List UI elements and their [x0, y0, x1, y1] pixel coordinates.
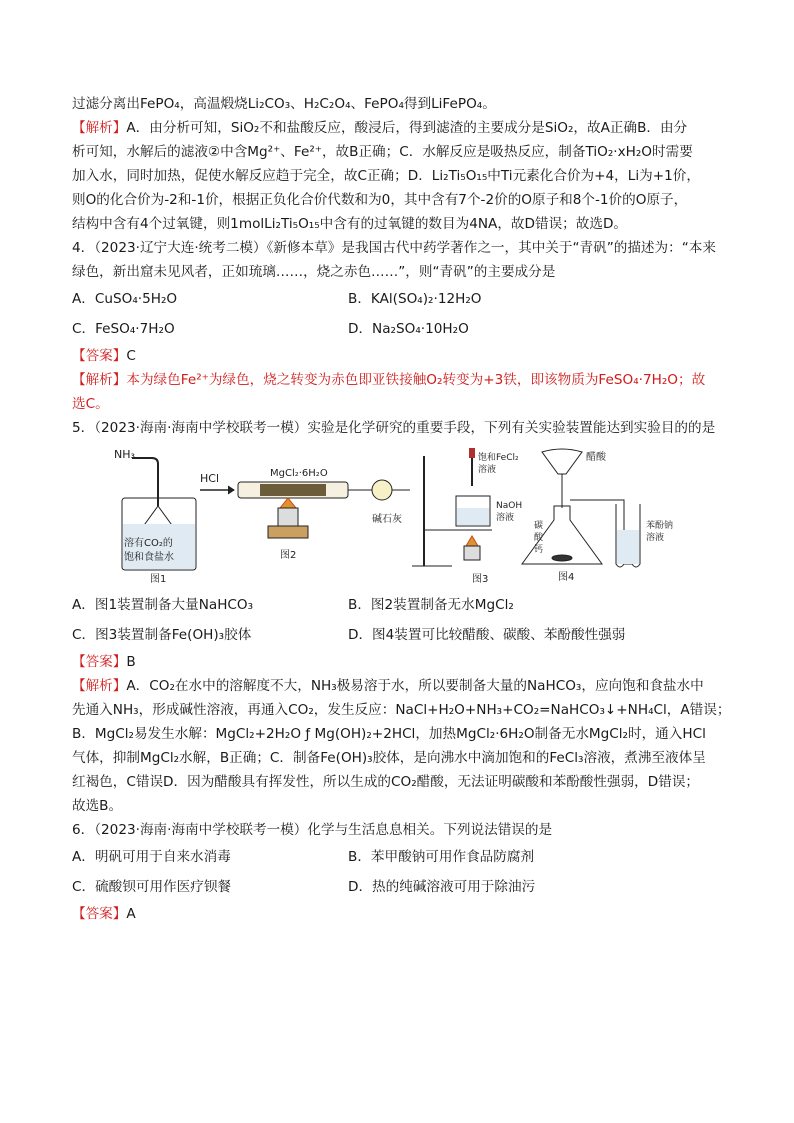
text-line: B．MgCl₂易发生水解：MgCl₂+2H₂O ƒ Mg(OH)₂+2HCl，加热MgCl₂·6H₂O制备无水MgCl₂时，通入HCl	[72, 726, 706, 742]
figure-3-caption: 图3	[472, 574, 489, 585]
calcium-carbonate-label: 碳	[534, 521, 544, 531]
document-page	[72, 92, 731, 926]
answer-line	[72, 650, 724, 674]
answer-value: A	[126, 906, 136, 922]
option-a: A．明矾可用于自来水消毒	[72, 849, 231, 865]
figure-4	[522, 449, 673, 583]
acetic-acid-label: 醋酸	[586, 452, 606, 463]
text-line: 结构中含有4个过氧键，则1molLi₂Ti₅O₁₅中含有的过氧键的数目为4NA，故D错误；故选D。	[72, 216, 628, 232]
answer-tag: 【答案】	[72, 654, 127, 670]
answer-line	[72, 902, 724, 926]
analysis-tag: 【解析】	[72, 678, 127, 694]
option-d: D．图4装置可比较醋酸、碳酸、苯酚酸性强弱	[348, 627, 626, 643]
question-6-options	[72, 842, 724, 872]
option-a: A．CuSO₄·5H₂O	[72, 291, 178, 307]
answer-value: C	[126, 348, 136, 364]
co2-solution-label: 溶有CO₂的	[124, 538, 173, 549]
sodium-phenoxide-label: 溶液	[646, 533, 665, 543]
text-line: 先通入NH₃，形成碱性溶液，再通入CO₂，发生反应：NaCl+H₂O+NH₃+CO₂=NaHCO₃↓+NH₄Cl，A错误；	[72, 702, 731, 718]
figure-1-caption: 图1	[150, 574, 167, 585]
nh3-label: NH₃	[114, 448, 135, 461]
figure-3	[412, 448, 522, 585]
naoh-label: 溶液	[496, 513, 515, 523]
question-6-stem: 6．（2023·海南·海南中学校联考一模）化学与生活息息相关。下列说法错误的是	[72, 822, 553, 838]
question-4-stem: 绿色，新出窟未见风者，正如琉璃……，烧之赤色……”，则“青矾”的主要成分是	[72, 264, 556, 280]
option-b: B．图2装置制备无水MgCl₂	[348, 597, 514, 613]
analysis-tag: 【解析】	[72, 372, 127, 388]
apparatus-diagram	[72, 446, 724, 586]
text-line: 析可知，水解后的滤液②中含Mg²⁺、Fe²⁺，故B正确；C．水解反应是吸热反应，制备TiO₂·xH₂O时需要	[72, 144, 693, 160]
figure-2-caption: 图2	[280, 550, 297, 561]
text-line: 红褐色，C错误D．因为醋酸具有挥发性，所以生成的CO₂醋酸，无法证明碳酸和苯酚酸性强弱，D错误；	[72, 774, 700, 790]
analysis-text: A．由分析可知，SiO₂不和盐酸反应，酸浸后，得到滤渣的主要成分是SiO₂，故A正确B．由分	[126, 120, 688, 136]
answer-tag: 【答案】	[72, 906, 127, 922]
answer-value: B	[126, 654, 136, 670]
fecl2-label: 饱和FeCl₂	[478, 453, 519, 463]
analysis-line	[72, 368, 724, 392]
analysis-text: 本为绿色Fe²⁺为绿色，烧之转变为赤色即亚铁接触O₂转变为+3铁，即该物质为FeSO₄·7H₂O；故	[126, 372, 706, 388]
option-c: C．硫酸钡可用作医疗钡餐	[72, 879, 232, 895]
option-c: C．图3装置制备Fe(OH)₃胶体	[72, 627, 252, 643]
analysis-text: 选C。	[72, 396, 109, 412]
option-b: B．苯甲酸钠可用作食品防腐剂	[348, 849, 535, 865]
naoh-label: NaOH	[496, 501, 523, 511]
apparatus-figures	[72, 446, 724, 586]
text-line: 故选B。	[72, 798, 123, 814]
question-6-options	[72, 872, 724, 902]
question-4-options	[72, 314, 724, 344]
figure-1	[114, 448, 196, 585]
option-c: C．FeSO₄·7H₂O	[72, 321, 175, 337]
option-d: D．Na₂SO₄·10H₂O	[348, 321, 469, 337]
option-b: B．KAl(SO₄)₂·12H₂O	[348, 291, 482, 307]
text-line: 加入水，同时加热，促使水解反应趋于完全，故C正确；D．Li₂Ti₅O₁₅中Ti元素化合价为+4，Li为+1价，	[72, 168, 700, 184]
answer-line	[72, 344, 724, 368]
sodium-phenoxide-label: 苯酚钠	[646, 521, 674, 531]
analysis-line	[72, 674, 724, 698]
fecl2-label: 溶液	[478, 465, 497, 475]
analysis-tag: 【解析】	[72, 120, 127, 136]
mgcl2-label: MgCl₂·6H₂O	[270, 468, 328, 479]
option-a: A．图1装置制备大量NaHCO₃	[72, 597, 254, 613]
figure-2	[200, 468, 410, 561]
calcium-carbonate-label: 钙	[534, 545, 544, 555]
answer-tag: 【答案】	[72, 348, 127, 364]
text-line: 气体，抑制MgCl₂水解，B正确；C．制备Fe(OH)₃胶体，是向沸水中滴加饱和的FeCl₃溶液，煮沸至液体呈	[72, 750, 706, 766]
question-4-stem: 4．（2023·辽宁大连·统考二模）《新修本草》是我国古代中药学著作之一，其中关于“青矾”的描述为：“本来	[72, 240, 716, 256]
calcium-carbonate-label: 酸	[534, 533, 544, 543]
question-5-options	[72, 590, 724, 620]
analysis-text: A．CO₂在水中的溶解度不大，NH₃极易溶于水，所以要制备大量的NaHCO₃，应向饱和食盐水中	[126, 678, 704, 694]
analysis-line	[72, 116, 724, 140]
hcl-label: HCl	[200, 472, 220, 485]
question-5-stem: 5．（2023·海南·海南中学校联考一模）实验是化学研究的重要手段，下列有关实验装置能达到实验目的的是	[72, 420, 716, 436]
question-5-options	[72, 620, 724, 650]
figure-4-caption: 图4	[558, 572, 575, 583]
co2-solution-label: 饱和食盐水	[124, 552, 174, 563]
question-4-options	[72, 284, 724, 314]
soda-lime-label: 碱石灰	[372, 514, 402, 525]
option-d: D．热的纯碱溶液可用于除油污	[348, 879, 536, 895]
text-line: 过滤分离出FePO₄，高温煅烧Li₂CO₃、H₂C₂O₄、FePO₄得到LiFePO₄。	[72, 96, 496, 112]
text-line: 则O的化合价为-2和-1价，根据正负化合价代数和为0，其中含有7个-2价的O原子和8个-1价的O原子，	[72, 192, 688, 208]
